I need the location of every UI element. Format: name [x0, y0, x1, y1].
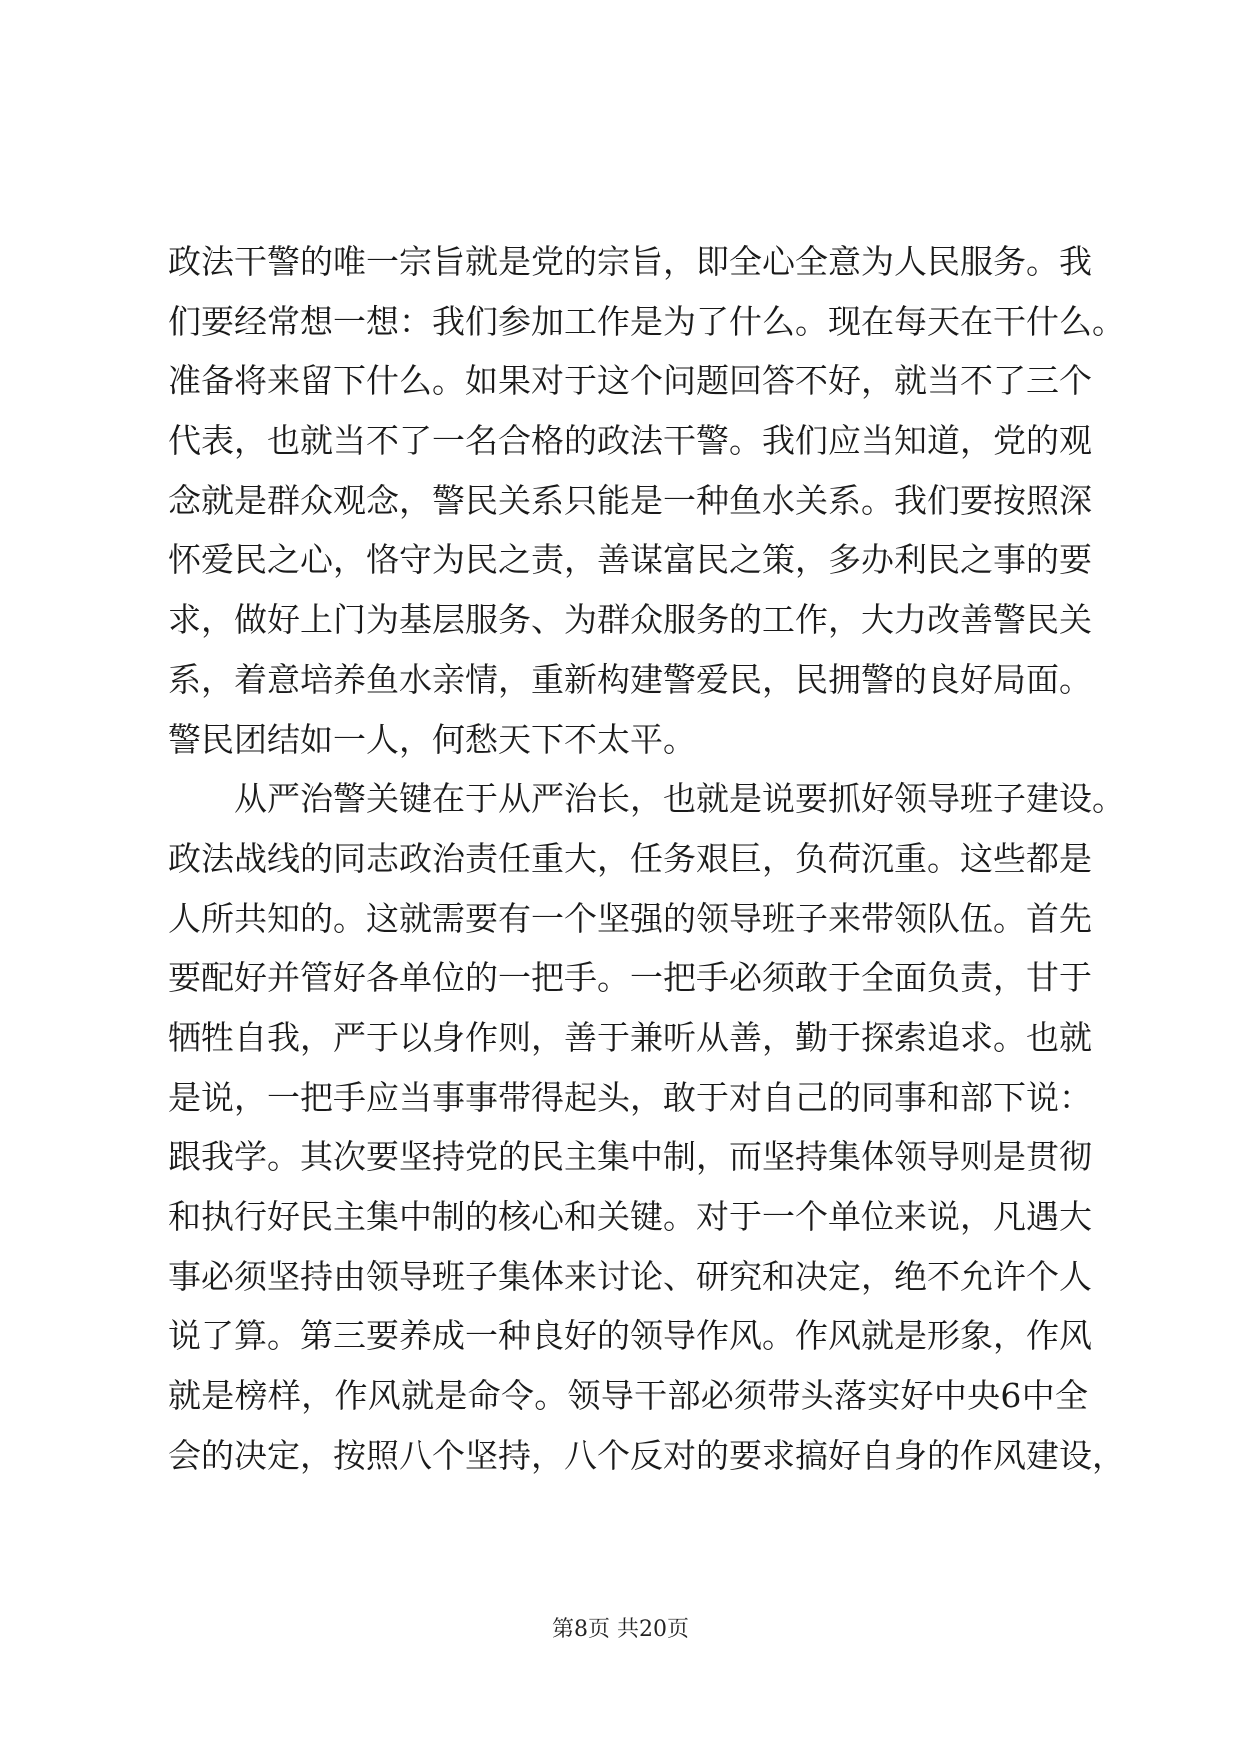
page-number-footer: 第8页 共20页 [552, 1617, 689, 1642]
document-body [168, 232, 1125, 1485]
paragraph-2-line: 从严治警关键在于从严治长，也就是说要抓好领导班子建设。 [234, 779, 1125, 819]
paragraph-1-line: 政法干警的唯一宗旨就是党的宗旨，即全心全意为人民服务。我 [168, 242, 1092, 281]
paragraph-1-line: 念就是群众观念，警民关系只能是一种鱼水关系。我们要按照深 [168, 480, 1092, 520]
paragraph-2-line: 政法战线的同志政治责任重大，任务艰巨，负荷沉重。这些都是 [168, 838, 1092, 878]
paragraph-2-line: 事必须坚持由领导班子集体来讨论、研究和决定，绝不允许个人 [168, 1256, 1092, 1296]
paragraph-1-line: 系，着意培养鱼水亲情，重新构建警爱民，民拥警的良好局面。 [168, 659, 1092, 699]
paragraph-1-line: 求，做好上门为基层服务、为群众服务的工作，大力改善警民关 [168, 600, 1092, 640]
paragraph-2-line: 跟我学。其次要坚持党的民主集中制，而坚持集体领导则是贯彻 [168, 1137, 1092, 1177]
paragraph-2-line: 说了算。第三要养成一种良好的领导作风。作风就是形象，作风 [168, 1316, 1092, 1356]
paragraph-2-line: 人所共知的。这就需要有一个坚强的领导班子来带领队伍。首先 [168, 898, 1092, 938]
paragraph-2-line: 是说，一把手应当事事带得起头，敢于对自己的同事和部下说： [168, 1077, 1092, 1117]
paragraph-2-line: 和执行好民主集中制的核心和关键。对于一个单位来说，凡遇大 [168, 1197, 1092, 1236]
paragraph-1-line: 们要经常想一想：我们参加工作是为了什么。现在每天在干什么。 [168, 301, 1125, 341]
paragraph-2-line: 会的决定，按照八个坚持，八个反对的要求搞好自身的作风建设， [168, 1435, 1125, 1475]
paragraph-2-line: 要配好并管好各单位的一把手。一把手必须敢于全面负责，甘于 [168, 958, 1092, 998]
paragraph-1-line: 怀爱民之心，恪守为民之责，善谋富民之策，多办利民之事的要 [168, 540, 1092, 580]
paragraph-1-line: 警民团结如一人，何愁天下不太平。 [168, 719, 696, 759]
paragraph-1-line: 代表，也就当不了一名合格的政法干警。我们应当知道，党的观 [168, 421, 1092, 461]
paragraph-2-line: 就是榜样，作风就是命令。领导干部必须带头落实好中央6中全 [168, 1376, 1088, 1416]
paragraph-2-line: 牺牲自我，严于以身作则，善于兼听从善，勤于探索追求。也就 [168, 1017, 1092, 1057]
paragraph-1-line: 准备将来留下什么。如果对于这个问题回答不好，就当不了三个 [168, 361, 1092, 401]
